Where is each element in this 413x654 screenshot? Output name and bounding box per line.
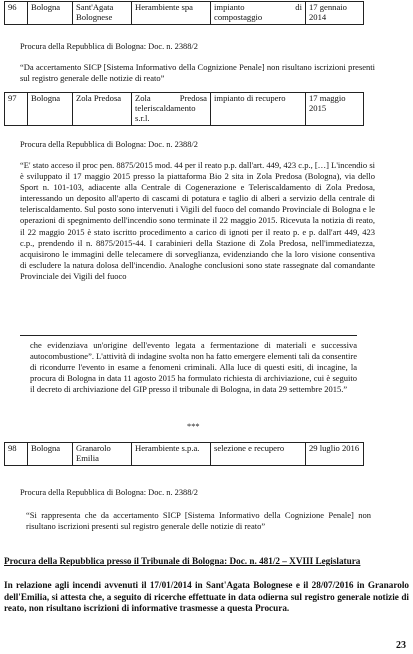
record-plant: impianto di compostaggio — [211, 2, 306, 25]
section-separator: *** — [187, 422, 200, 431]
table-row — [5, 93, 364, 126]
record-company: Zola Predosa teleriscaldamento s.r.l. — [132, 93, 211, 126]
record-city: Bologna — [28, 93, 73, 126]
record-number: 98 — [5, 443, 28, 466]
page-number: 23 — [396, 640, 406, 651]
record-number: 97 — [5, 93, 28, 126]
source-reference: Procura della Repubblica di Bologna: Doc. n. 2388/2 — [20, 42, 198, 51]
record-company: Herambiente s.p.a. — [132, 443, 211, 466]
record-plant: selezione e recupero — [211, 443, 306, 466]
source-reference: Procura della Repubblica di Bologna: Doc. n. 2388/2 — [20, 488, 198, 497]
record-city: Bologna — [28, 443, 73, 466]
record-plant: impianto di recupero — [211, 93, 306, 126]
record-table-97 — [4, 92, 364, 126]
record-table-98 — [4, 442, 364, 466]
footer-text: In relazione agli incendi avvenuti il 17/01/2014 in Sant'Agata Bolognese e il 28/07/2016 in Granarolo dell'Emilia, si attesta che, a seguito di ricerche effettuate in data odierna sul registro generale notizie di reato, non risultano iscrizioni di informative trasmesse a questa Procura. — [4, 580, 409, 614]
record-place: Granarolo Emilia — [73, 443, 132, 466]
divider — [20, 335, 357, 336]
quote-text: “Si rappresenta che da accertamento SICP [Sistema Informativo della Cognizione Penale] non risultano iscrizioni presenti sul registro generale delle notizie di reato” — [26, 510, 371, 532]
source-reference: Procura della Repubblica di Bologna: Doc. n. 2388/2 — [20, 140, 198, 149]
record-place: Zola Predosa — [73, 93, 132, 126]
table-row — [5, 2, 364, 25]
quote-text-continued: che evidenziava un'origine dell'evento legata a fermentazione di materiali e successiva autocombustione”. L'attività di indagine svolta non ha fatto emergere elementi tali da consentire di ricondurre l'evento in esame a fenomeni criminali. Alla luce di questi esiti, di incagine, la procura di Bologna in data 11 agosto 2015 ha formulato richiesta di archiviazione, cui è seguito il decreto di archiviazione del GIP presso il tribunale di Bologna, in data 29 settembre 2015.” — [30, 340, 357, 395]
record-number: 96 — [5, 2, 28, 25]
record-place: Sant'Agata Bolognese — [73, 2, 132, 25]
record-table-96 — [4, 1, 364, 25]
quote-text: “E' stato acceso il proc pen. 8875/2015 mod. 44 per il reato p.p. dall'art. 449, 423 c.p., […] L'incendio si è sviluppato il 17 maggio 2015 presso la piattaforma Bio 2 sita in Zola Predosa (Bologna), via dello Sport n. 101-103, adiacente alla Centrale di Cogenerazione e Teleriscaldamento di Zola Predosa, interessando un deposito all'aperto di cascami di potatura e taglio di alberi a servizio della centrale di teleriscaldamento. Sul posto sono intervenuti i Vigili del fuoco del comando Provinciale di Bologna e le operazioni di spegnimento dell'incendio sono terminate il 22 maggio 2015. Ricevuta la notizia di reato, il 22 maggio 2015 è stato iscritto procedimento a carico di ignoti per il reato p. e p. dall'art 449, 423 c.p., prendendo il n. 8875/2015-44. I carabinieri della Stazione di Zola Predosa, nell'immediatezza, acquisirono le immagini delle telecamere di sorveglianza, evidenziando che la loro visione consentiva di escludere la natura dolosa dell'incendio. Analoghe conclusioni sono state rassegnate dal comandante Provinciale dei Vigili del fuoco — [20, 160, 375, 281]
record-date: 29 luglio 2016 — [306, 443, 364, 466]
record-date: 17 maggio 2015 — [306, 93, 364, 126]
record-company: Herambiente spa — [132, 2, 211, 25]
record-date: 17 gennaio 2014 — [306, 2, 364, 25]
quote-text: “Da accertamento SICP [Sistema Informativo della Cognizione Penale] non risultano iscrizioni presenti sul registro generale delle notizie di reato” — [20, 62, 375, 84]
record-city: Bologna — [28, 2, 73, 25]
footer-title: Procura della Repubblica presso il Tribunale di Bologna: Doc. n. 481/2 – XVIII Legislatura — [4, 556, 361, 566]
table-row — [5, 443, 364, 466]
